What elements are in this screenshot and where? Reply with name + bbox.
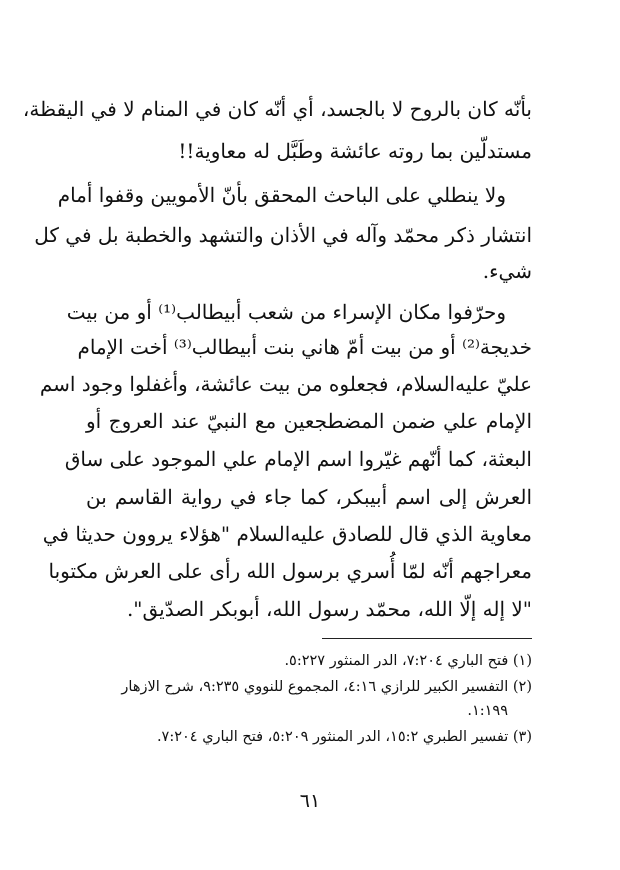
body-line-9: الإمام علي ضمن المضطجعين مع النبيّ عند العروج أو [86, 409, 532, 433]
body-line-5: شيء. [482, 259, 532, 283]
body-line-6: وحرّفوا مكان الإسراء من شعب أبيطالب⁽¹⁾ أو من بيت [66, 300, 506, 324]
body-line-8: عليّ عليه‌السلام، فجعلوه من بيت عائشة، وأغفلوا وجود اسم [39, 372, 532, 396]
page-number: ٦١ [299, 790, 321, 812]
footnote-1: (١) فتح الباري ٧:٢٠٤، الدر المنثور ٥:٢٢٧. [284, 653, 532, 669]
body-line-7: خديجة⁽²⁾ أو من بيت أمّ هاني بنت أبيطالب⁽³⁾ أخت الإمام [77, 335, 532, 359]
body-line-11: العرش إلى اسم أبيبكر، كما جاء في رواية القاسم بن [86, 485, 532, 509]
body-line-2: مستدلّين بما روته عائشة وطَبَّل له معاوية!! [178, 139, 532, 163]
body-line-3: ولا ينطلي على الباحث المحقق بأنّ الأمويين وقفوا أمام [57, 183, 506, 207]
footnote-2-continued: ١:١٩٩. [467, 703, 508, 719]
body-line-10: البعثة، كما أنّهم غيّروا اسم الإمام علي الموجود على ساق [64, 447, 532, 471]
body-line-12: معاوية الذي قال للصادق عليه‌السلام "هؤلاء يروون حديثا في [42, 522, 532, 546]
body-line-1: بأنّه كان بالروح لا بالجسد، أي أنّه كان في المنام لا في اليقظة، [22, 97, 532, 121]
footnote-2: (٢) التفسير الكبير للرازي ٤:١٦، المجموع للنووي ٩:٢٣٥، شرح الازهار [121, 679, 532, 695]
body-line-13: معراجهم أنّه لمّا أُسري برسول الله رأى على العرش مكتوبا [48, 559, 532, 583]
footnote-3: (٣) تفسير الطبري ١٥:٢، الدر المنثور ٥:٢٠٩، فتح الباري ٧:٢٠٤. [156, 729, 532, 745]
body-line-4: انتشار ذكر محمّد وآله في الأذان والتشهد والخطبة بل في كل [34, 223, 532, 247]
footnote-divider [322, 638, 532, 639]
body-line-14: "لا إله إلّا الله، محمّد رسول الله، أبوبكر الصدّيق". [126, 597, 532, 621]
